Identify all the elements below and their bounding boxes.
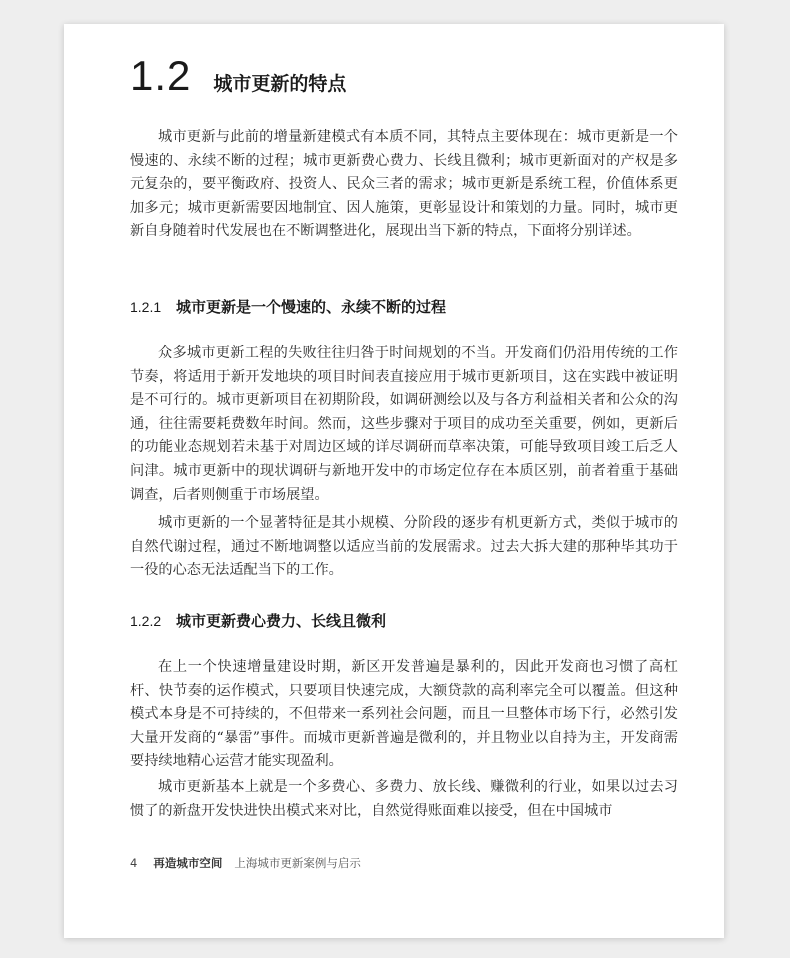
page-number: 4 — [130, 856, 138, 870]
document-page — [64, 24, 724, 938]
subsection-heading-2 — [130, 610, 386, 631]
book-subtitle: 上海城市更新案例与启示 — [234, 856, 361, 870]
body-paragraph: 城市更新的一个显著特征是其小规模、分阶段的逐步有机更新方式，类似于城市的自然代谢过程，通过不断地调整以适应当前的发展需求。过去大拆大建的那种毕其功于一役的心态无法适配当下的工作。 — [130, 515, 678, 579]
body-paragraph: 城市更新基本上就是一个多费心、多费力、放长线、赚微利的行业，如果以过去习惯了的新盘开发快进快出模式来对比，自然觉得账面难以接受，但在中国城市 — [130, 779, 678, 819]
book-title: 再造城市空间 — [153, 856, 223, 870]
section-title: 城市更新的特点 — [213, 73, 347, 95]
body-paragraph: 在上一个快速增量建设时期，新区开发普遍是暴利的，因此开发商也习惯了高杠杆、快节奏的运作模式，只要项目快速完成，大额贷款的高利率完全可以覆盖。但这种模式本身是不可持续的，不但带来一系列社会问题，而且一旦整体市场下行，必然引发大量开发商的“暴雷”事件。而城市更新普遍是微利的，并且物业以自持为主，开发商需要持续地精心运营才能实现盈利。 — [130, 659, 678, 770]
page-footer — [130, 855, 361, 871]
subsection-title: 城市更新是一个慢速的、永续不断的过程 — [176, 298, 447, 316]
body-paragraph: 众多城市更新工程的失败往往归咎于时间规划的不当。开发商们仍沿用传统的工作节奏，将适用于新开发地块的项目时间表直接应用于城市更新项目，这在实践中被证明是不可行的。城市更新项目在初期阶段，如调研测绘以及与各方利益相关者和公众的沟通，往往需要耗费数年时间。然而，这些步骤对于项目的成功至关重要，例如，更新后的功能业态规划若未基于对周边区域的详尽调研而草率决策，可能导致项目竣工后乏人问津。城市更新中的现状调研与新地开发中的市场定位存在本质区别，前者着重于基础调查，后者则侧重于市场展望。 — [130, 345, 678, 503]
intro-paragraph: 城市更新与此前的增量新建模式有本质不同，其特点主要体现在：城市更新是一个慢速的、永续不断的过程；城市更新费心费力、长线且微利；城市更新面对的产权是多元复杂的，要平衡政府、投资人、民众三者的需求；城市更新是系统工程，价值体系更加多元；城市更新需要因地制宜、因人施策，更彰显设计和策划的力量。同时，城市更新自身随着时代发展也在不断调整进化，展现出当下新的特点，下面将分别详述。 — [130, 129, 678, 240]
section-number: 1.2 — [130, 52, 192, 99]
subsection-number: 1.2.2 — [130, 613, 162, 629]
subsection-title: 城市更新费心费力、长线且微利 — [176, 612, 387, 630]
subsection-heading-1 — [130, 296, 446, 317]
subsection-number: 1.2.1 — [130, 299, 162, 315]
section-heading — [130, 52, 346, 100]
